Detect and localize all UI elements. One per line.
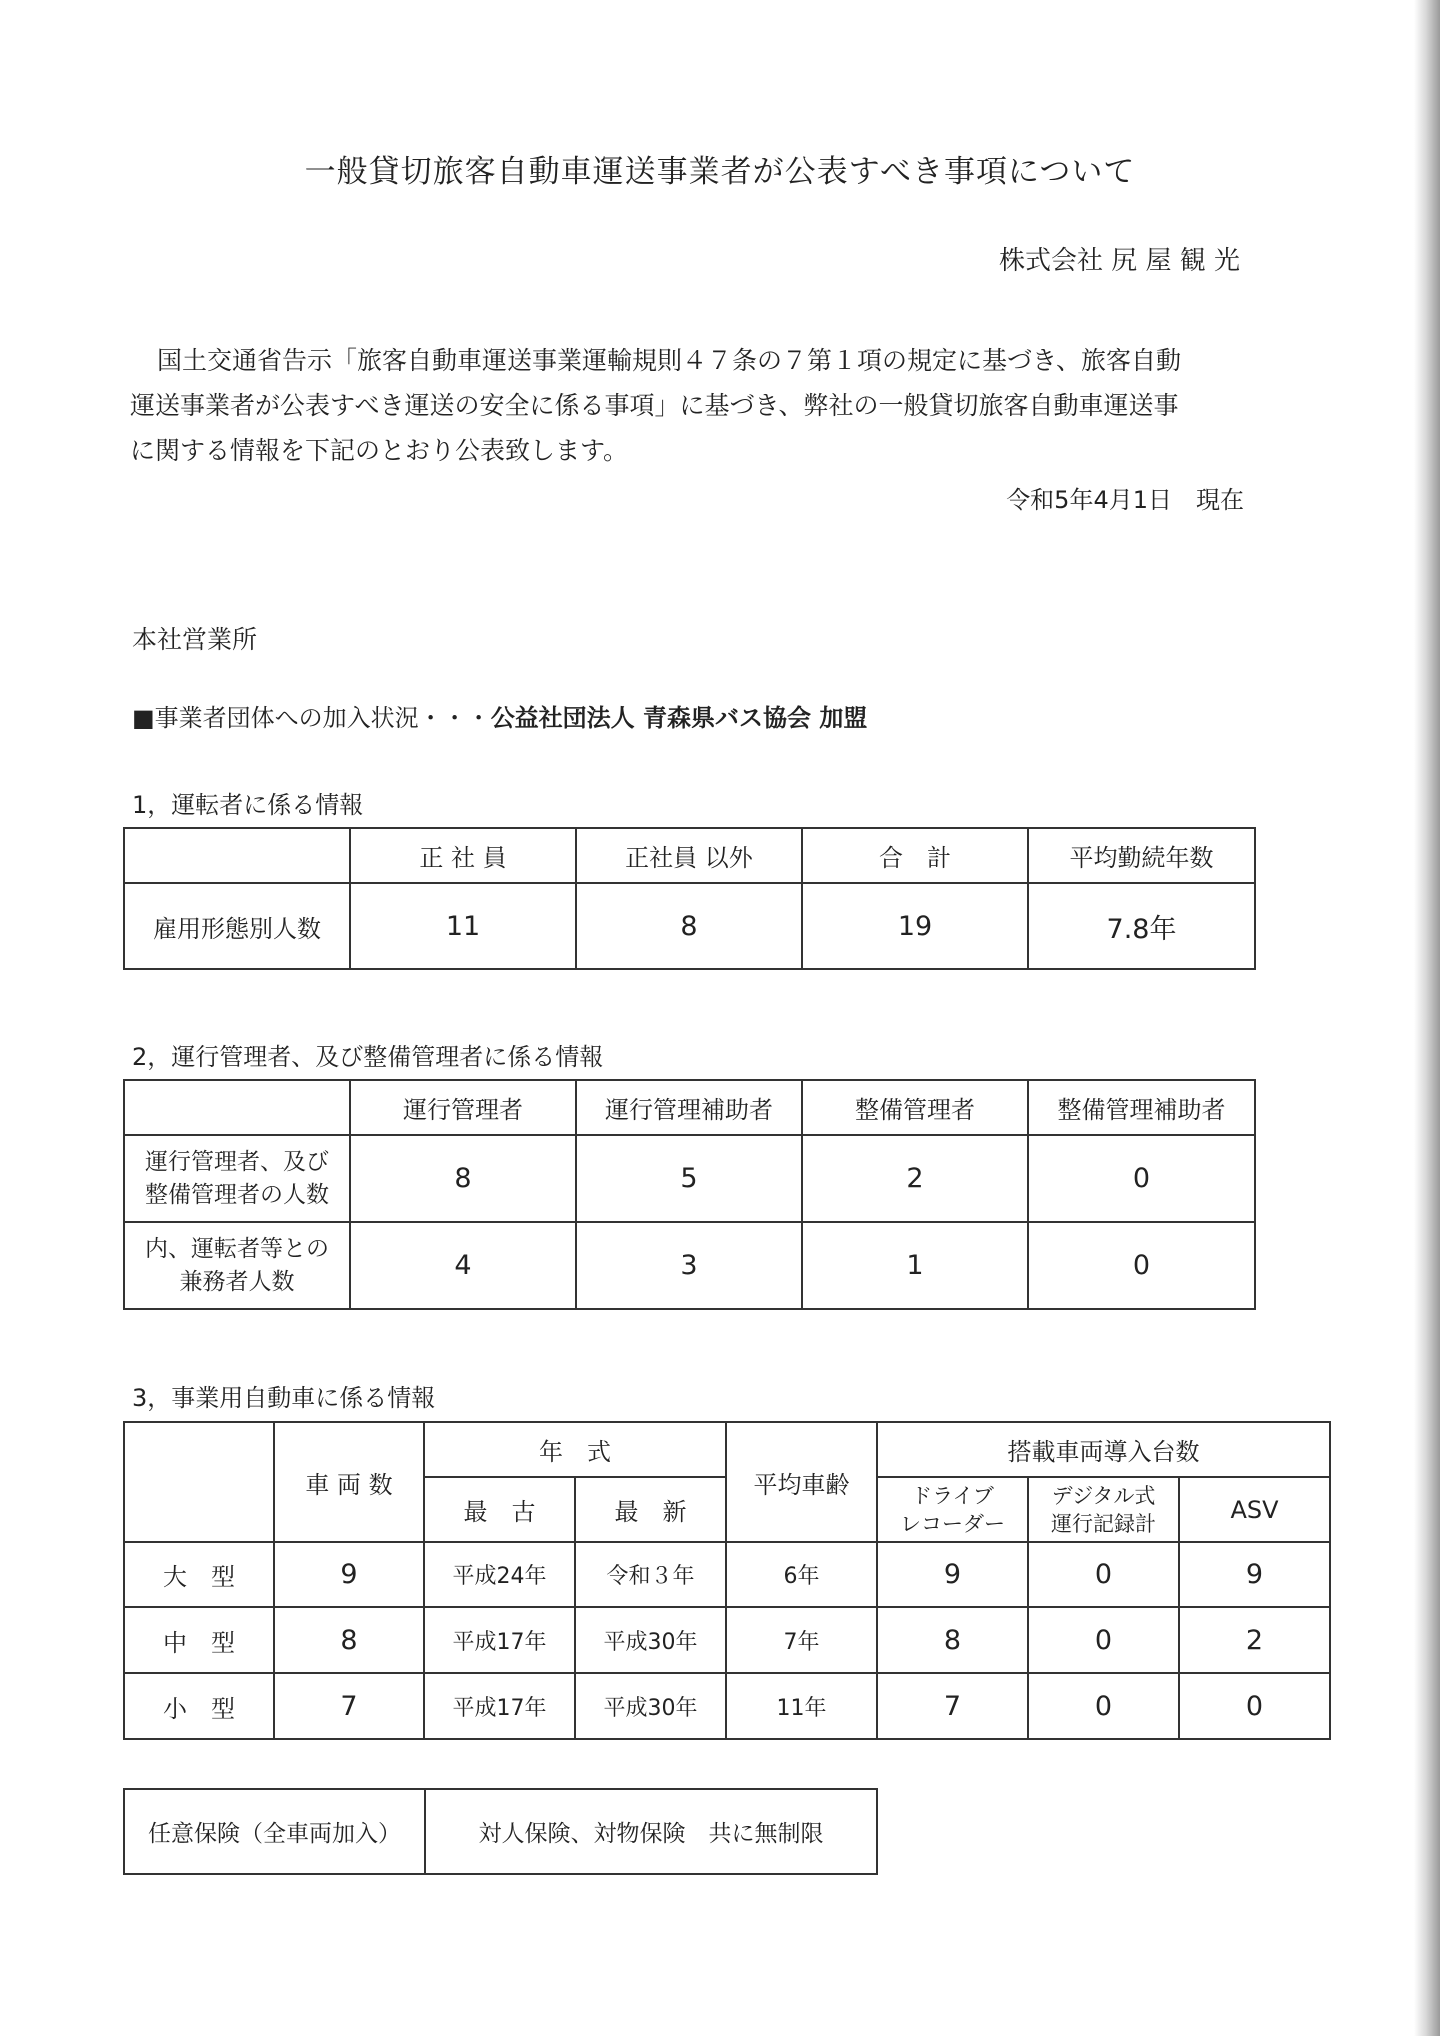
office-name: 本社営業所	[132, 625, 258, 654]
intro-paragraph	[130, 338, 1260, 473]
page-title: 一般貸切旅客自動車運送事業者が公表すべき事項について	[304, 154, 1136, 190]
vehicle-oldest: 平成17年	[424, 1607, 575, 1673]
scan-edge-shadow	[1414, 0, 1440, 2036]
association-value: 公益社団法人 青森県バス協会 加盟	[490, 704, 868, 732]
vehicles-header-year: 年 式	[424, 1422, 726, 1477]
vehicle-type: 中 型	[124, 1607, 274, 1673]
managers-total-operation: 8	[350, 1135, 576, 1222]
managers-row-total-label: 運行管理者、及び 整備管理者の人数	[124, 1135, 350, 1222]
vehicle-type: 大 型	[124, 1542, 274, 1607]
drivers-avg-tenure: 7.8年	[1028, 883, 1255, 969]
vehicle-digital-recorder-count: 0	[1028, 1607, 1179, 1673]
insurance-row	[124, 1789, 877, 1874]
vehicle-newest: 令和３年	[575, 1542, 726, 1607]
drivers-header-avg-tenure: 平均勤続年数	[1028, 828, 1255, 883]
drivers-nonfulltime-count: 8	[576, 883, 802, 969]
managers-header-operation-assistant: 運行管理補助者	[576, 1080, 802, 1135]
intro-line-1: 国土交通省告示「旅客自動車運送事業運輸規則４７条の７第１項の規定に基づき、旅客自動	[157, 346, 1182, 375]
intro-line-2: 運送事業者が公表すべき運送の安全に係る事項」に基づき、弊社の一般貸切旅客自動車運送事	[130, 391, 1179, 420]
vehicle-drive-recorder-count: 8	[877, 1607, 1028, 1673]
managers-header-empty	[124, 1080, 350, 1135]
section-vehicles-heading: 3，事業用自動車に係る情報	[132, 1384, 436, 1412]
drivers-header-nonfulltime: 正社員 以外	[576, 828, 802, 883]
managers-header-maintenance: 整備管理者	[802, 1080, 1028, 1135]
vehicle-count: 8	[274, 1607, 424, 1673]
vehicle-avg-age: 6年	[726, 1542, 877, 1607]
vehicles-header-newest: 最 新	[575, 1477, 726, 1542]
drivers-header-total: 合 計	[802, 828, 1028, 883]
managers-dual-operation-assistant: 3	[576, 1222, 802, 1309]
vehicles-row-medium	[124, 1607, 1330, 1673]
vehicles-header-equipment: 搭載車両導入台数	[877, 1422, 1330, 1477]
vehicle-drive-recorder-count: 9	[877, 1542, 1028, 1607]
vehicles-header-oldest: 最 古	[424, 1477, 575, 1542]
managers-row-dual-label: 内、運転者等との 兼務者人数	[124, 1222, 350, 1309]
vehicle-drive-recorder-count: 7	[877, 1673, 1028, 1739]
drivers-header-fulltime: 正 社 員	[350, 828, 576, 883]
vehicle-digital-recorder-count: 0	[1028, 1542, 1179, 1607]
drivers-row-label: 雇用形態別人数	[124, 883, 350, 969]
vehicle-oldest: 平成24年	[424, 1542, 575, 1607]
vehicles-header-avg-age: 平均車齢	[726, 1422, 877, 1542]
vehicles-header-digital-recorder: デジタル式 運行記録計	[1028, 1477, 1179, 1542]
vehicle-count: 7	[274, 1673, 424, 1739]
managers-total-operation-assistant: 5	[576, 1135, 802, 1222]
drivers-header-empty	[124, 828, 350, 883]
vehicle-asv-count: 0	[1179, 1673, 1330, 1739]
vehicles-header-count: 車 両 数	[274, 1422, 424, 1542]
vehicles-header-row-1	[124, 1422, 1330, 1477]
vehicle-oldest: 平成17年	[424, 1673, 575, 1739]
managers-total-maintenance: 2	[802, 1135, 1028, 1222]
insurance-label: 任意保険（全車両加入）	[124, 1789, 425, 1874]
insurance-table	[123, 1788, 878, 1875]
managers-header-row	[124, 1080, 1255, 1135]
managers-table	[123, 1079, 1256, 1310]
vehicle-avg-age: 7年	[726, 1607, 877, 1673]
managers-row-total	[124, 1135, 1255, 1222]
vehicle-count: 9	[274, 1542, 424, 1607]
vehicle-asv-count: 9	[1179, 1542, 1330, 1607]
managers-total-maintenance-assistant: 0	[1028, 1135, 1255, 1222]
managers-header-operation: 運行管理者	[350, 1080, 576, 1135]
vehicles-header-empty	[124, 1422, 274, 1542]
association-prefix: ■事業者団体への加入状況・・・	[132, 704, 491, 732]
vehicle-avg-age: 11年	[726, 1673, 877, 1739]
drivers-fulltime-count: 11	[350, 883, 576, 969]
managers-dual-operation: 4	[350, 1222, 576, 1309]
vehicles-row-small	[124, 1673, 1330, 1739]
company-name: 株式会社 尻 屋 観 光	[998, 246, 1240, 276]
drivers-header-row	[124, 828, 1255, 883]
as-of-date: 令和5年4月1日 現在	[1006, 486, 1244, 514]
managers-dual-maintenance: 1	[802, 1222, 1028, 1309]
vehicle-type: 小 型	[124, 1673, 274, 1739]
vehicles-table	[123, 1421, 1331, 1740]
association-status	[132, 698, 867, 733]
insurance-value: 対人保険、対物保険 共に無制限	[425, 1789, 877, 1874]
intro-line-3: に関する情報を下記のとおり公表致します。	[130, 436, 629, 465]
vehicle-newest: 平成30年	[575, 1673, 726, 1739]
vehicle-newest: 平成30年	[575, 1607, 726, 1673]
vehicle-asv-count: 2	[1179, 1607, 1330, 1673]
section-drivers-heading: 1，運転者に係る情報	[132, 791, 364, 819]
managers-row-dual	[124, 1222, 1255, 1309]
drivers-data-row	[124, 883, 1255, 969]
section-managers-heading: 2，運行管理者、及び整備管理者に係る情報	[132, 1043, 604, 1071]
vehicles-header-asv: ASV	[1179, 1477, 1330, 1542]
vehicle-digital-recorder-count: 0	[1028, 1673, 1179, 1739]
vehicles-row-large	[124, 1542, 1330, 1607]
drivers-table	[123, 827, 1256, 970]
vehicles-header-drive-recorder: ドライブ レコーダー	[877, 1477, 1028, 1542]
managers-header-maintenance-assistant: 整備管理補助者	[1028, 1080, 1255, 1135]
drivers-total-count: 19	[802, 883, 1028, 969]
managers-dual-maintenance-assistant: 0	[1028, 1222, 1255, 1309]
